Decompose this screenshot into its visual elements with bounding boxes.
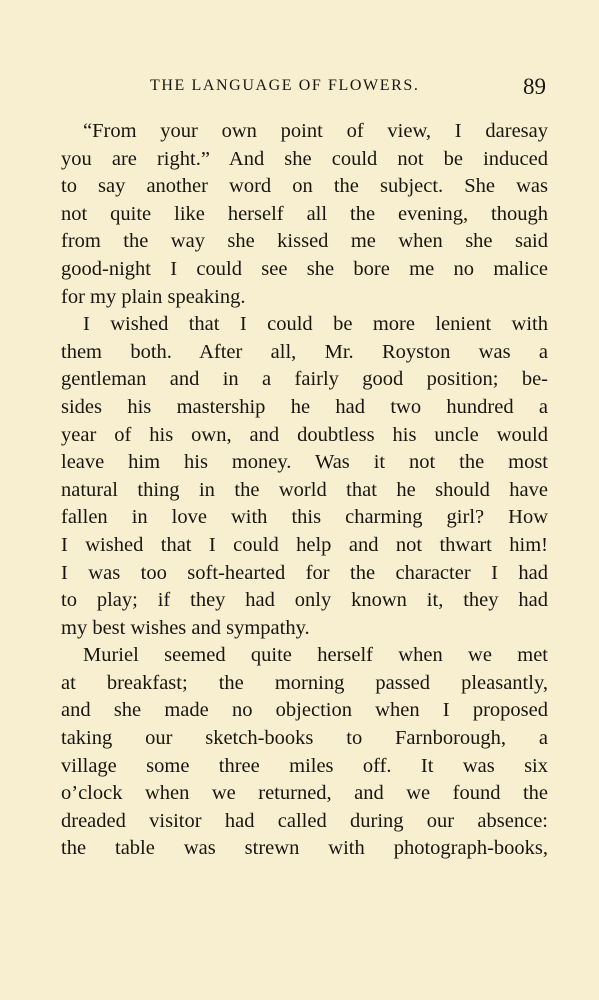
page-number: 89 bbox=[523, 74, 546, 99]
text-line: fallen in love with this charming girl? How bbox=[61, 506, 548, 529]
text-line: my best wishes and sympathy. bbox=[61, 616, 310, 639]
text-line: I was too soft-hearted for the character I had bbox=[61, 561, 548, 584]
text-line: gentleman and in a fairly good position; be- bbox=[61, 368, 548, 391]
text-line: o’clock when we returned, and we found the bbox=[61, 782, 548, 805]
text-line: you are right.” And she could not be induced bbox=[61, 147, 548, 170]
text-line: village some three miles off. It was six bbox=[61, 754, 548, 777]
text-line: from the way she kissed me when she said bbox=[61, 230, 548, 253]
text-line: and she made no objection when I proposed bbox=[61, 699, 548, 722]
text-line: to play; if they had only known it, they had bbox=[61, 589, 548, 612]
text-line: for my plain speaking. bbox=[61, 285, 246, 308]
text-line: to say another word on the subject. She was bbox=[61, 175, 548, 198]
text-line: dreaded visitor had called during our absence: bbox=[61, 809, 548, 832]
text-line: leave him his money. Was it not the most bbox=[61, 451, 548, 474]
text-line: the table was strewn with photograph-books, bbox=[61, 837, 548, 860]
text-line: not quite like herself all the evening, though bbox=[61, 202, 548, 225]
text-line: year of his own, and doubtless his uncle would bbox=[61, 423, 548, 446]
body-text bbox=[61, 118, 548, 863]
text-line: taking our sketch-books to Farnborough, a bbox=[61, 727, 548, 750]
running-head-title: THE LANGUAGE OF FLOWERS. bbox=[150, 77, 420, 94]
text-line: I wished that I could help and not thwart him! bbox=[61, 533, 548, 556]
text-line: I wished that I could be more lenient with bbox=[83, 313, 548, 336]
text-line: good-night I could see she bore me no malice bbox=[61, 257, 548, 280]
text-line: sides his mastership he had two hundred a bbox=[61, 395, 548, 418]
text-line: at breakfast; the morning passed pleasantly, bbox=[61, 671, 548, 694]
text-line: natural thing in the world that he should have bbox=[61, 478, 548, 501]
text-line: them both. After all, Mr. Royston was a bbox=[61, 340, 548, 363]
text-line: “From your own point of view, I daresay bbox=[83, 120, 548, 142]
text-line: Muriel seemed quite herself when we met bbox=[83, 644, 548, 667]
